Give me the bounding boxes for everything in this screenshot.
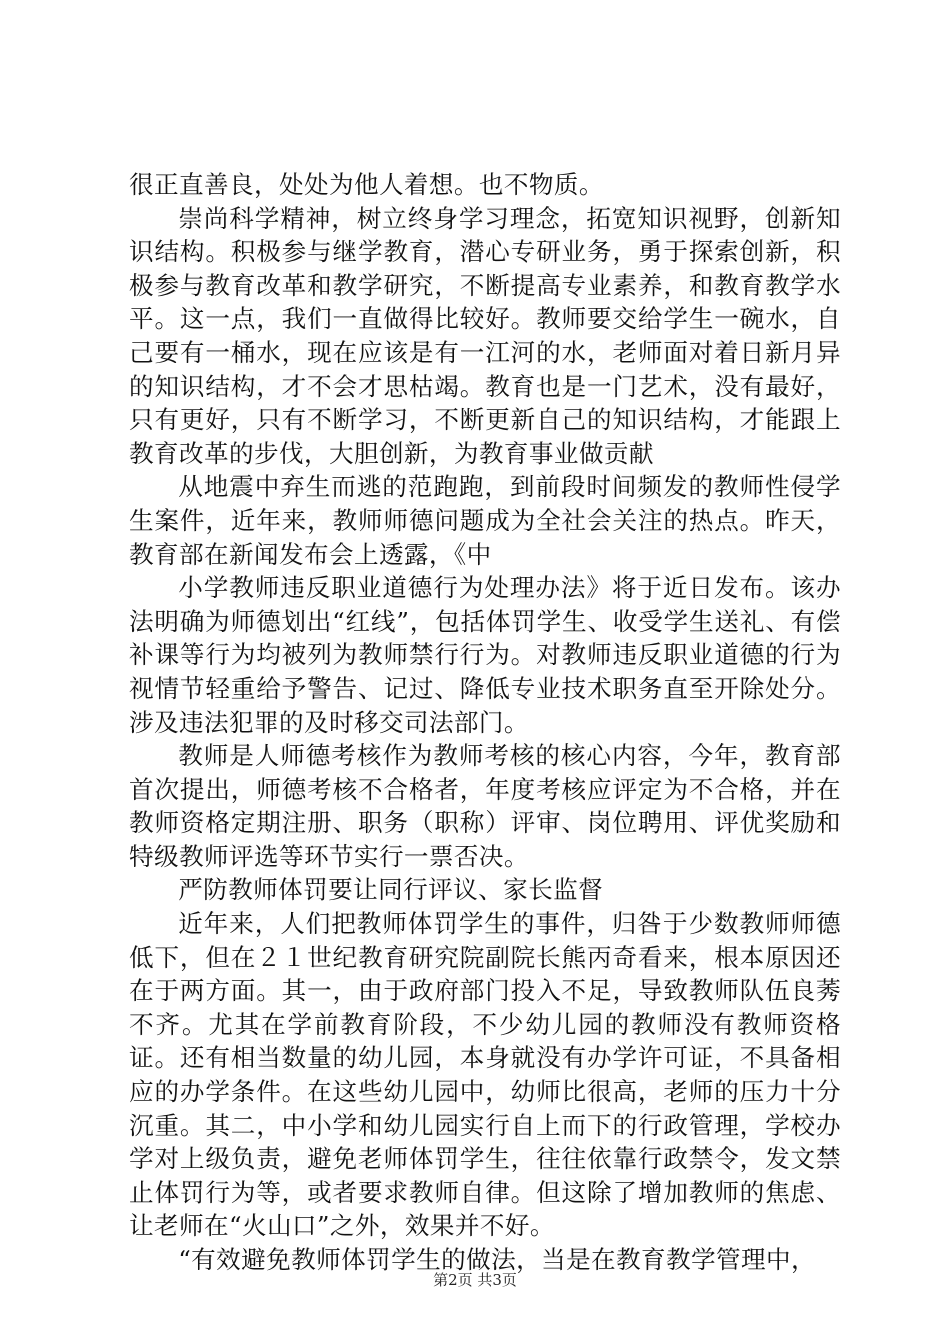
paragraph-5: 教师是人师德考核作为教师考核的核心内容，今年，教育部首次提出，师德考核不合格者，年度考核应评定为不合格，并在教师资格定期注册、职务（职称）评审、岗位聘用、评优奖励和特级教师评选等环节实行一票否决。 [129, 741, 841, 871]
paragraph-4: 小学教师违反职业道德行为处理办法》将于近日发布。该办法明确为师德划出“红线”，包括体罚学生、收受学生送礼、有偿补课等行为均被列为教师禁行行为。对教师违反职业道德的行为视情节轻重给予警告、记过、降低专业技术职务直至开除处分。涉及违法犯罪的及时移交司法部门。 [129, 573, 841, 737]
page-number: 第2页 共3页 [433, 1271, 517, 1289]
paragraph-1: 很正直善良，处处为他人着想。也不物质。 [129, 170, 604, 199]
page-footer [0, 1270, 950, 1290]
paragraph-7: 近年来，人们把教师体罚学生的事件，归咎于少数教师师德低下，但在２１世纪教育研究院副院长熊丙奇看来，根本原因还在于两方面。其一，由于政府部门投入不足，导致教师队伍良莠不齐。尤其在学前教育阶段，不少幼儿园的教师没有教师资格证。还有相当数量的幼儿园，本身就没有办学许可证，不具备相应的办学条件。在这些幼儿园中，幼师比很高，老师的压力十分沉重。其二，中小学和幼儿园实行自上而下的行政管理，学校办学对上级负责，避免老师体罚学生，往往依靠行政禁令，发文禁止体罚行为等，或者要求教师自律。但这除了增加教师的焦虑、让老师在“火山口”之外，效果并不好。 [129, 909, 841, 1241]
paragraph-2: 崇尚科学精神，树立终身学习理念，拓宽知识视野，创新知识结构。积极参与继学教育，潜心专研业务，勇于探索创新，积极参与教育改革和教学研究，不断提高专业素养，和教育教学水平。这一点，我们一直做得比较好。教师要交给学生一碗水，自己要有一桶水，现在应该是有一江河的水，老师面对着日新月异的知识结构，才不会才思枯竭。教育也是一门艺术，没有最好，只有更好，只有不断学习，不断更新自己的知识结构，才能跟上教育改革的步伐，大胆创新，为教育事业做贡献 [129, 203, 841, 468]
document-body [129, 168, 841, 1277]
paragraph-8: “有效避免教师体罚学生的做法，当是在教育教学管理中， [178, 1245, 817, 1274]
section-heading: 严防教师体罚要让同行评议、家长监督 [178, 875, 604, 905]
paragraph-3: 从地震中弃生而逃的范跑跑，到前段时间频发的教师性侵学生案件，近年来，教师师德问题成为全社会关注的热点。昨天，教育部在新闻发布会上透露，《中 [129, 472, 841, 569]
